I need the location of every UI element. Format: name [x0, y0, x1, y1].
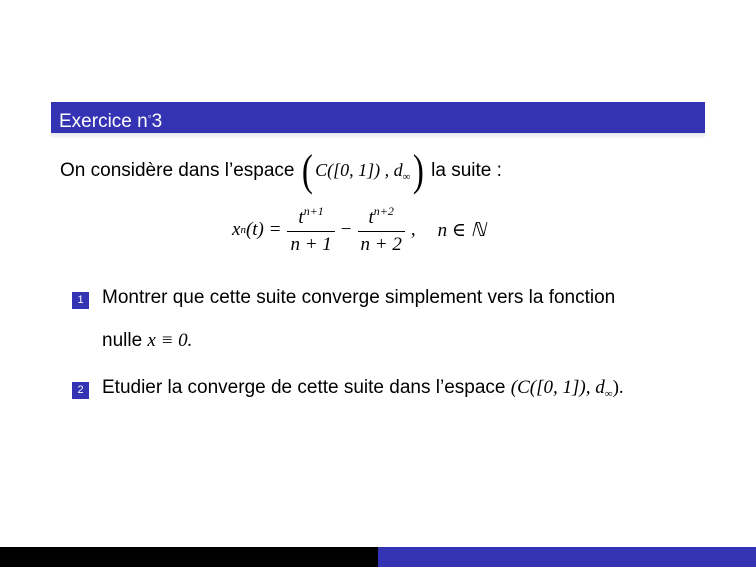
metric-sub: ∞: [402, 170, 411, 183]
footer-right-bar: [378, 547, 756, 567]
metric-d: d: [393, 159, 403, 180]
frac1-den: n + 1: [287, 231, 334, 256]
space-name: C([0, 1]) ,: [315, 159, 394, 180]
sequence-formula: [232, 200, 486, 260]
exercise-title: Exercice n: [59, 111, 148, 132]
footer-left-bar: [0, 547, 378, 567]
item-2-math-end: ).: [612, 377, 624, 398]
formula-lhs: x: [232, 219, 241, 240]
formula-lhs-sub: n: [240, 224, 246, 236]
intro-after: la suite :: [431, 160, 502, 181]
item-number-badge: 1: [72, 292, 89, 309]
item-1-line-1: Montrer que cette suite converge simplement vers la fonction: [102, 287, 616, 308]
frac2-sup: n+2: [373, 204, 394, 218]
item-2-text: Etudier la converge de cette suite dans l’espace: [102, 377, 511, 398]
exercise-number: 3: [151, 111, 163, 132]
item-1-line-2: [102, 330, 192, 352]
item-1-math: x ≡ 0.: [147, 330, 193, 351]
intro-text: On considère dans l’espace: [60, 160, 295, 181]
fraction-2: [358, 204, 405, 256]
space-expression: [315, 160, 410, 183]
item-2-line: [102, 377, 624, 400]
formula-condition: n ∈ ℕ: [437, 219, 486, 241]
formula-sep: ,: [410, 219, 416, 240]
exercise-title-bar: [51, 102, 705, 133]
title-bar-shadow: [51, 133, 705, 139]
left-paren: (: [302, 146, 314, 195]
item-2-math: (C([0, 1]), d: [510, 377, 605, 398]
degree-sign: ◦: [147, 111, 152, 123]
frac2-num: t: [368, 207, 374, 228]
frac2-den: n + 2: [358, 231, 405, 256]
formula-lhs-arg: (t) =: [245, 219, 282, 240]
item-1-line-2-text: nulle: [102, 330, 148, 351]
right-paren: ): [412, 146, 424, 195]
item-number-badge: 2: [72, 382, 89, 399]
fraction-1: [287, 204, 334, 256]
intro-line: [60, 148, 660, 194]
frac1-num: t: [298, 207, 304, 228]
item-2-math-sub: ∞: [604, 388, 613, 400]
formula-minus: −: [340, 219, 352, 240]
frac1-sup: n+1: [303, 204, 324, 218]
